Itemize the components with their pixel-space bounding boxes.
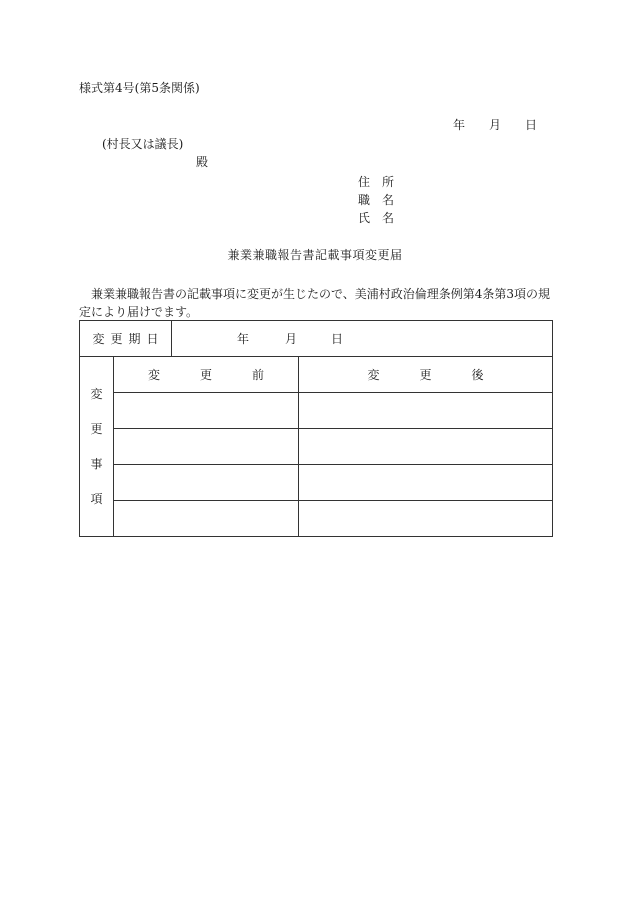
applicant-position-char-1: 職 xyxy=(358,193,371,207)
change-date-label-char-3: 期 xyxy=(128,332,141,346)
change-date-month: 月 xyxy=(285,332,298,346)
after-header-char-3: 後 xyxy=(471,368,484,382)
addressee: (村長又は議長) xyxy=(102,137,184,151)
change-items-label xyxy=(80,357,114,537)
date-month-label: 月 xyxy=(489,118,502,132)
honorific: 殿 xyxy=(196,155,209,169)
body-text: 兼業兼職報告書の記載事項に変更が生じたので、美浦村政治倫理条例第4条第3項の規定により届けでます。 xyxy=(79,287,551,319)
date-year-label: 年 xyxy=(453,118,466,132)
applicant-position-char-2: 名 xyxy=(382,193,395,207)
change-items-label-char-4: 項 xyxy=(90,491,103,506)
change-items-header-row xyxy=(80,357,553,393)
after-cell[interactable] xyxy=(299,429,553,465)
before-cell[interactable] xyxy=(114,429,299,465)
change-date-year: 年 xyxy=(237,332,250,346)
before-header-char-3: 前 xyxy=(252,368,265,382)
applicant-name-char-1: 氏 xyxy=(358,211,371,225)
applicant-address-char-1: 住 xyxy=(358,175,371,189)
change-table xyxy=(79,320,553,537)
applicant-name-char-2: 名 xyxy=(382,211,395,225)
after-header-char-2: 更 xyxy=(419,368,432,382)
change-date-label-char-4: 日 xyxy=(146,332,159,346)
after-cell[interactable] xyxy=(299,393,553,429)
applicant-address xyxy=(358,175,394,189)
change-entry-row xyxy=(80,429,553,465)
before-cell[interactable] xyxy=(114,501,299,537)
applicant-name xyxy=(358,211,394,225)
before-change-header xyxy=(114,357,299,393)
change-date-value[interactable] xyxy=(172,321,553,357)
after-cell[interactable] xyxy=(299,501,553,537)
change-items-label-char-2: 更 xyxy=(90,421,103,436)
before-cell[interactable] xyxy=(114,393,299,429)
date-day-label: 日 xyxy=(525,118,538,132)
change-entry-row xyxy=(80,465,553,501)
after-header-char-1: 変 xyxy=(367,368,380,382)
change-entry-row xyxy=(80,393,553,429)
change-date-label xyxy=(80,321,172,357)
form-number-label: 様式第4号(第5条関係) xyxy=(79,81,200,95)
document-title: 兼業兼職報告書記載事項変更届 xyxy=(227,248,403,262)
after-cell[interactable] xyxy=(299,465,553,501)
after-change-header xyxy=(299,357,553,393)
change-items-label-char-1: 変 xyxy=(90,386,103,401)
before-cell[interactable] xyxy=(114,465,299,501)
before-header-char-1: 変 xyxy=(147,368,160,382)
change-date-row xyxy=(80,321,553,357)
change-date-label-char-1: 変 xyxy=(92,332,105,346)
change-date-label-char-2: 更 xyxy=(110,332,123,346)
before-header-char-2: 更 xyxy=(199,368,212,382)
applicant-address-char-2: 所 xyxy=(382,175,395,189)
change-items-label-char-3: 事 xyxy=(90,456,103,471)
change-entry-row xyxy=(80,501,553,537)
change-date-day: 日 xyxy=(331,332,344,346)
applicant-position xyxy=(358,193,394,207)
submission-date-line xyxy=(453,118,537,132)
